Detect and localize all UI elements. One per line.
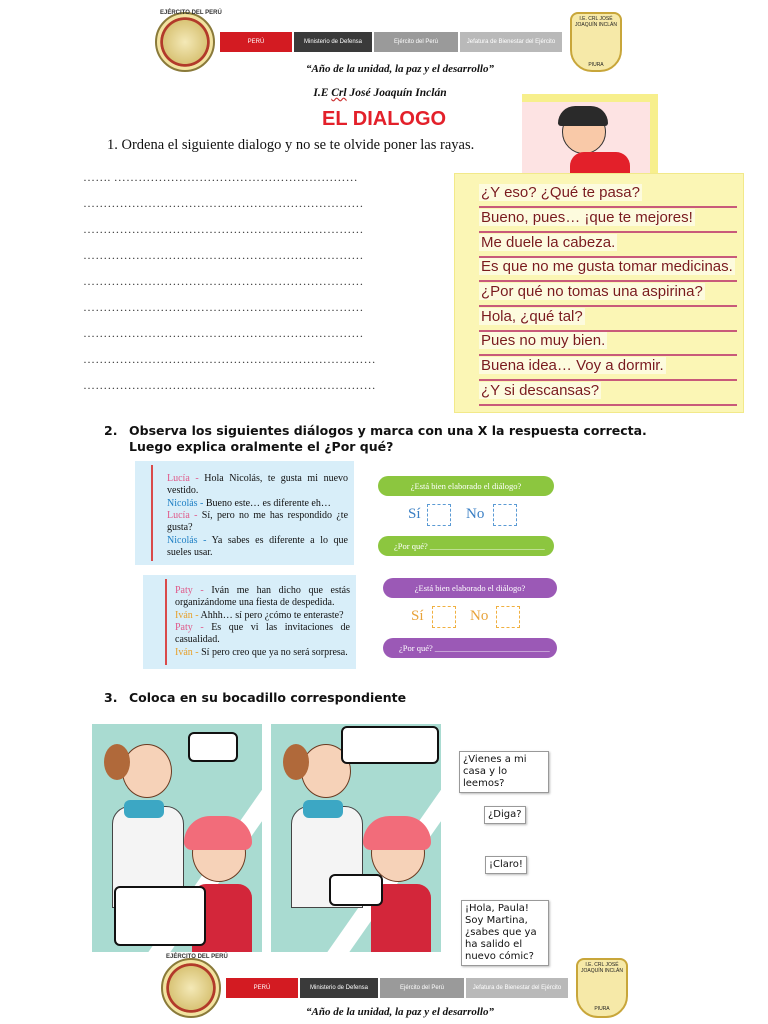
dialog-line: Nicolás - Bueno este… es diferente eh… (167, 498, 331, 509)
answer-line-3[interactable]: …………………………………………………………… (83, 222, 364, 236)
no-label-1: No (466, 506, 485, 522)
question-pill-2: ¿Está bien elaborado el diálogo? (383, 578, 557, 598)
footer-banner (156, 952, 636, 1014)
hair-icon (558, 106, 608, 126)
school-name (240, 87, 520, 99)
scarf-icon (124, 800, 164, 818)
phrase-item: Es que no me gusta tomar medicinas. (479, 256, 737, 282)
bubble-text-tag[interactable]: ¡Claro! (485, 856, 527, 874)
answer-line-2[interactable]: …………………………………………………………… (83, 196, 364, 210)
yes-checkbox-1[interactable] (427, 504, 451, 526)
yes-label-1: Sí (408, 506, 421, 522)
question-3-number: 3. (104, 690, 118, 705)
stripe-ejercito: Ejército del Perú (380, 978, 464, 998)
bubble-text-tag[interactable]: ¿Diga? (484, 806, 526, 824)
no-checkbox-1[interactable] (493, 504, 517, 526)
stripe-peru: PERÚ (226, 978, 298, 998)
school-prefix: I.E (313, 87, 332, 99)
page-title: EL DIALOGO (322, 108, 447, 130)
phrase-box (454, 173, 744, 413)
question-1: 1. Ordena el siguiente dialogo y no se te olvide poner las rayas. (107, 137, 475, 153)
phrase-item: ¿Y eso? ¿Qué te pasa? (479, 182, 737, 208)
card-accent-bar (151, 465, 153, 561)
dialog-line: Iván - Ahhh… sí pero ¿cómo te enteraste? (175, 610, 344, 621)
girl-martina-hair-icon (184, 816, 252, 850)
stripe-jefatura: Jefatura de Bienestar del Ejército (460, 32, 562, 52)
emblem-caption: EJÉRCITO DEL PERÚ (166, 954, 228, 960)
dialog-line: Paty - Iván me han dicho que estás organizándome una fiesta de despedida. (175, 585, 350, 608)
comic-panel-1 (92, 724, 262, 952)
stripe-ministerio: Ministerio de Defensa (294, 32, 372, 52)
dialog-card-1 (135, 461, 354, 565)
emblem-caption: EJÉRCITO DEL PERÚ (160, 10, 222, 16)
motto: “Año de la unidad, la paz y el desarrollo” (306, 63, 494, 75)
question-2-number: 2. (104, 423, 118, 438)
girl-paula-hair-icon (283, 744, 309, 780)
phrase-item: Hola, ¿qué tal? (479, 306, 737, 332)
stripe-ministerio: Ministerio de Defensa (300, 978, 378, 998)
speech-bubble-2[interactable] (114, 886, 206, 946)
why-pill-2[interactable]: ¿Por qué? ___________________________ (383, 638, 557, 658)
no-label-2: No (470, 608, 489, 624)
bubble-text-tag[interactable]: ¡Hola, Paula! Soy Martina, ¿sabes que ya ha salido el nuevo cómic? (461, 900, 549, 966)
speech-bubble-4[interactable] (329, 874, 383, 906)
stripe-peru: PERÚ (220, 32, 292, 52)
answer-line-6[interactable]: …………………………………………………………… (83, 300, 364, 314)
phrase-item: ¿Por qué no tomas una aspirina? (479, 281, 737, 307)
phrase-item: ¿Y si descansas? (479, 380, 737, 406)
shield-caption: I.E. CRL JOSÉ JOAQUÍN INCLÁN (581, 962, 623, 974)
no-checkbox-2[interactable] (496, 606, 520, 628)
phrase-item: Pues no muy bien. (479, 330, 737, 356)
phrase-item: Me duele la cabeza. (479, 232, 737, 258)
headache-illustration (522, 94, 658, 174)
dialog-line: Lucía - Hola Nicolás, te gusta mi nuevo vestido. (167, 473, 349, 496)
school-crl: Crl (331, 87, 347, 99)
dialog-line: Nicolás - Ya sabes es diferente a lo que sueles usar. (167, 535, 348, 558)
phrase-item: Buena idea… Voy a dormir. (479, 355, 737, 381)
speech-bubble-3[interactable] (341, 726, 439, 764)
dialog-line: Iván - Sí pero creo que ya no será sorpresa. (175, 647, 348, 658)
dialog-line: Paty - Es que vi las invitaciones de casualidad. (175, 622, 350, 645)
dialog-line: Lucía - Sí, pero no me has respondido ¿te gusta? (167, 510, 349, 533)
bubble-text-tag[interactable]: ¿Vienes a mi casa y lo leemos? (459, 751, 549, 793)
answer-line-7[interactable]: …………………………………………………………… (83, 326, 364, 340)
school-rest: José Joaquín Inclán (346, 87, 447, 99)
answer-line-5[interactable]: …………………………………………………………… (83, 274, 364, 288)
yes-label-2: Sí (411, 608, 424, 624)
girl-martina-hair-icon (363, 816, 431, 850)
shirt-icon (570, 152, 630, 174)
yes-checkbox-2[interactable] (432, 606, 456, 628)
question-pill-1: ¿Está bien elaborado el diálogo? (378, 476, 554, 496)
answer-line-4[interactable]: …………………………………………………………… (83, 248, 364, 262)
answer-line-9[interactable]: ……………………………………………………………… (83, 378, 376, 392)
phrase-item: Bueno, pues… ¡que te mejores! (479, 207, 737, 233)
dialog-card-2 (143, 575, 356, 669)
stripe-jefatura: Jefatura de Bienestar del Ejército (466, 978, 568, 998)
speech-bubble-1[interactable] (188, 732, 238, 762)
shield-sub: PIURA (588, 62, 604, 68)
shield-caption: I.E. CRL JOSÉ JOAQUÍN INCLÁN (575, 16, 617, 28)
answer-line-1[interactable]: ……. …………………………………………………… (83, 170, 358, 184)
answer-line-8[interactable]: ……………………………………………………………… (83, 352, 376, 366)
girl-paula-hair-icon (104, 744, 130, 780)
comic-panel-2 (271, 724, 441, 952)
question-3-heading: Coloca en su bocadillo correspondiente (129, 690, 407, 705)
question-2-heading: Observa los siguientes diálogos y marca con una X la respuesta correcta. Luego explica oralmente el ¿Por qué? (129, 423, 647, 454)
footer-motto: “Año de la unidad, la paz y el desarrollo” (306, 1006, 494, 1018)
why-pill-1[interactable]: ¿Por qué? ___________________________ (378, 536, 554, 556)
stripe-ejercito: Ejército del Perú (374, 32, 458, 52)
girl-paula-face-icon (122, 744, 172, 798)
card-accent-bar (165, 579, 167, 665)
scarf-icon (303, 800, 343, 818)
shield-sub: PIURA (594, 1006, 610, 1012)
